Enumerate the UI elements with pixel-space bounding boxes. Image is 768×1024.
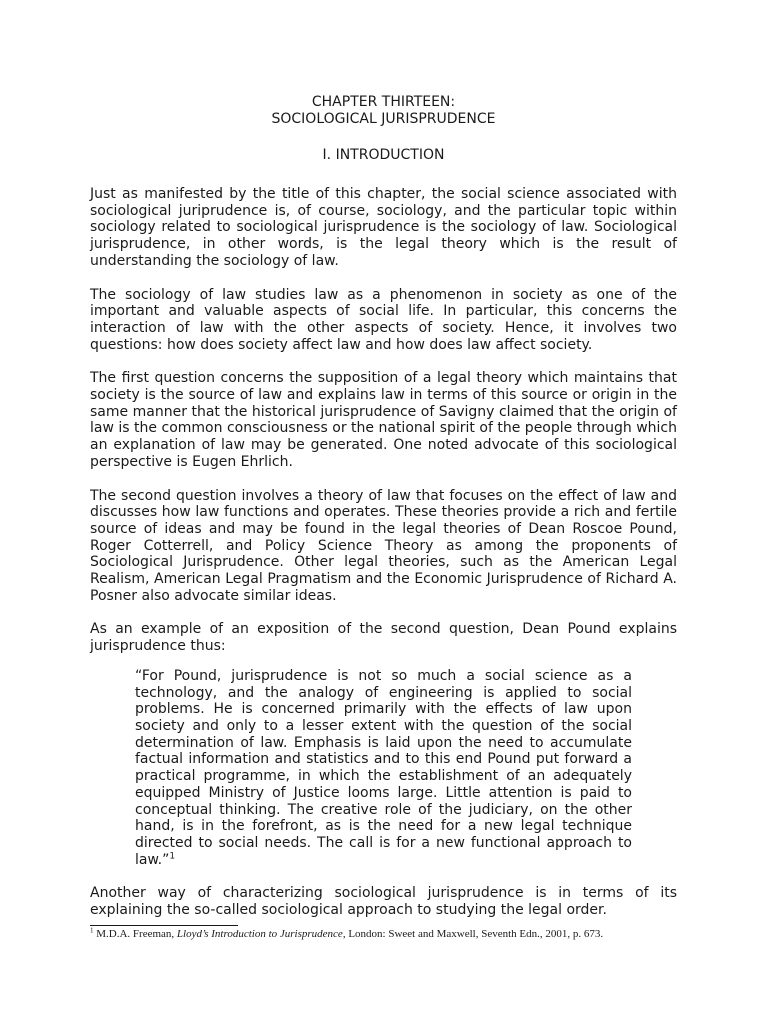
section-heading: I. INTRODUCTION xyxy=(322,147,445,163)
quote-text: “For Pound, jurisprudence is not so much a social science as a technology, and the analogy of engineering is applied to social problems. He is concerned primarily with the effects of law upon society and only to a lesser extent with the question of the social determination of law. Emphasis is laid upon the need to accumulate factual information and statistics and to this end Pound put forward a practical programme, in which the establishment of an adequately equipped Ministry of Justice looms large. Little attention is paid to conceptual thinking. The creative role of the judiciary, on the other hand, is in the forefront, as is the need for a new legal technique directed to social needs. The call is for a new functional approach to law.” xyxy=(135,667,632,868)
paragraph: The first question concerns the supposition of a legal theory which maintains that society is the source of law and explains law in terms of this source or origin in the same manner that the historical jurisprudence of Savigny claimed that the origin of law is the common consciousness or the national spirit of the people through which an explanation of law may be generated. One noted advocate of this sociological perspective is Eugen Ehrlich. xyxy=(90,370,677,470)
paragraph: Just as manifested by the title of this chapter, the social science associated with sociological juriprudence is, of course, sociology, and the particular topic within sociology related to sociological jurisprudence is the sociology of law. Sociological jurisprudence, in other words, is the legal theory which is the result of understanding the sociology of law. xyxy=(90,186,677,269)
footnote-reference[interactable]: 1 xyxy=(169,850,176,861)
paragraph: The sociology of law studies law as a phenomenon in society as one of the important and valuable aspects of social life. In particular, this concerns the interaction of law with the other aspects of society. Hence, it involves two questions: how does society affect law and how does law affect society. xyxy=(90,286,677,353)
document-page xyxy=(90,94,677,941)
footnote-divider xyxy=(90,925,238,926)
chapter-number: CHAPTER THIRTEEN: xyxy=(311,94,456,110)
footnote-marker: 1 xyxy=(90,926,94,935)
footnote-book-title: Lloyd’s Introduction to Jurisprudence xyxy=(176,927,343,940)
paragraph: As an example of an exposition of the second question, Dean Pound explains jurisprudence thus: xyxy=(90,621,677,655)
footnote xyxy=(90,927,677,941)
block-quote xyxy=(135,668,632,868)
paragraph: Another way of characterizing sociological jurisprudence is in terms of its explaining the so-called sociological approach to studying the legal order. xyxy=(90,885,677,919)
chapter-title: SOCIOLOGICAL JURISPRUDENCE xyxy=(271,111,496,127)
footnote-author: M.D.A. Freeman, xyxy=(93,927,177,940)
paragraph: The second question involves a theory of law that focuses on the effect of law and discusses how law functions and operates. These theories provide a rich and fertile source of ideas and may be found in the legal theories of Dean Roscoe Pound, Roger Cotterrell, and Policy Science Theory as among the proponents of Sociological Jurisprudence. Other legal theories, such as the American Legal Realism, American Legal Pragmatism and the Economic Jurisprudence of Richard A. Posner also advocate similar ideas. xyxy=(90,487,677,604)
footnote-citation: , London: Sweet and Maxwell, Seventh Edn., 2001, p. 673. xyxy=(342,927,604,940)
